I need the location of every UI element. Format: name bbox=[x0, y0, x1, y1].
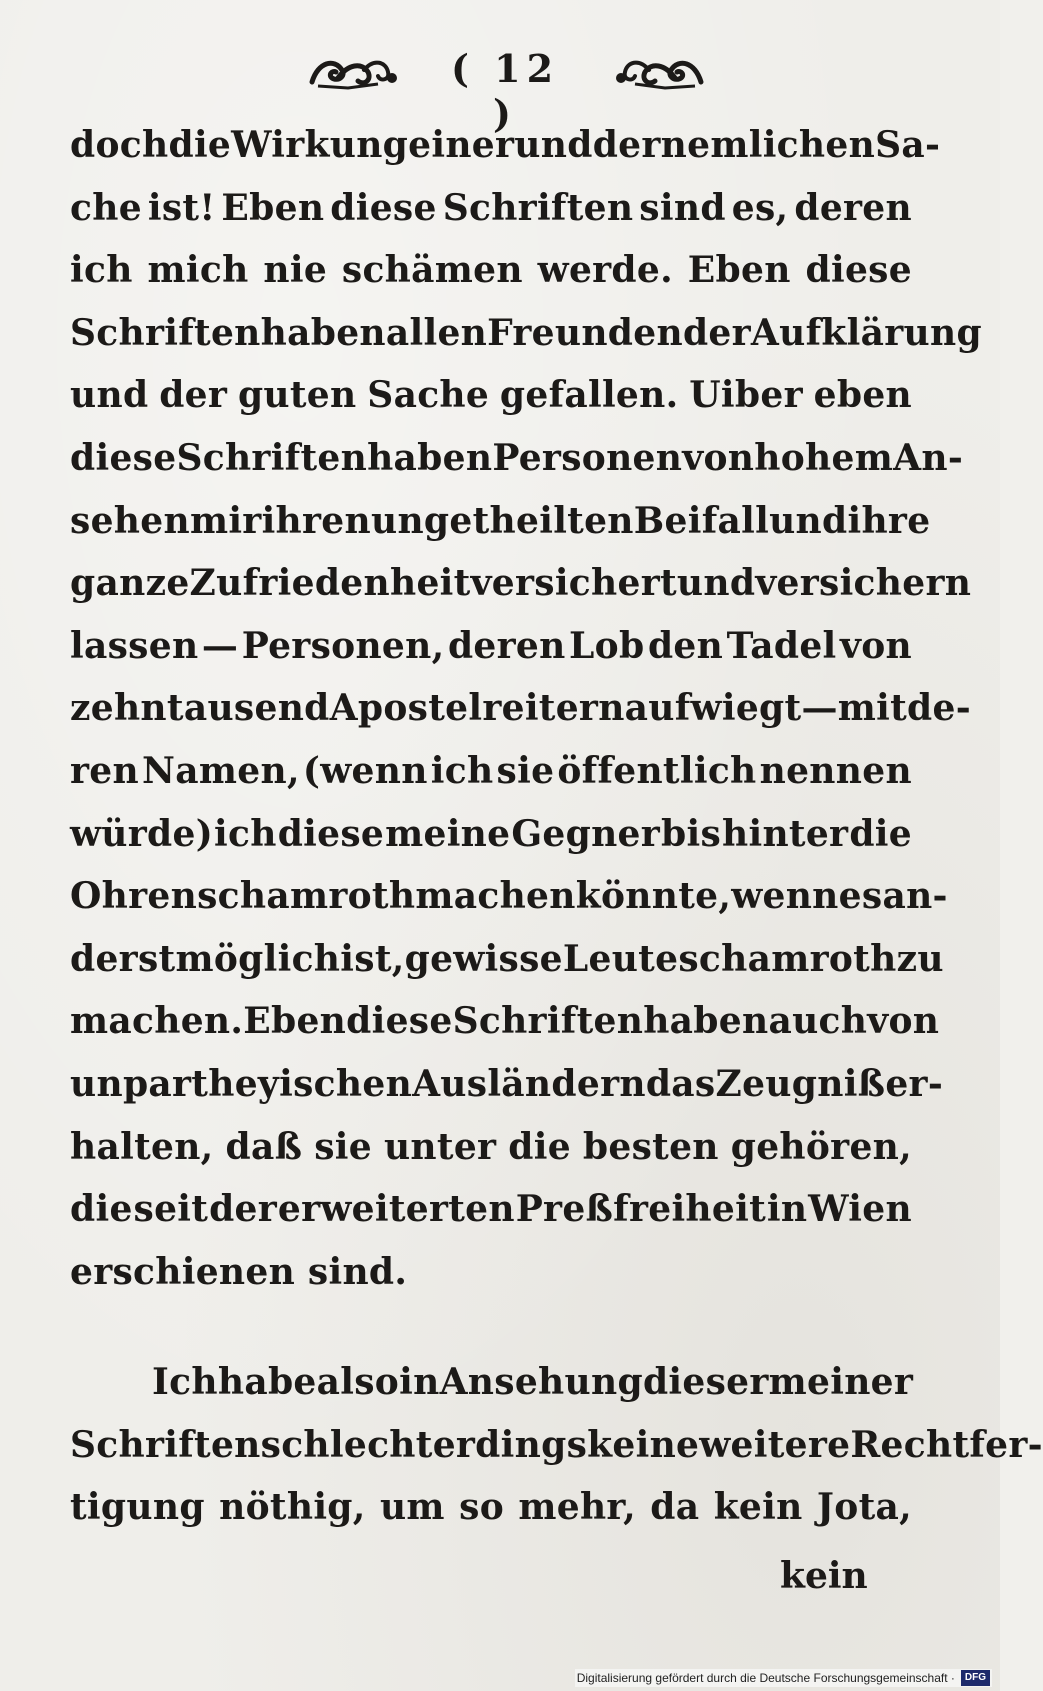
word: dieser bbox=[642, 1361, 769, 1404]
word: den bbox=[647, 624, 724, 667]
text-line bbox=[70, 562, 972, 625]
word: ich bbox=[214, 812, 277, 855]
word: guten bbox=[237, 374, 357, 417]
word: möglich bbox=[175, 937, 341, 980]
word: wenn bbox=[731, 875, 839, 918]
text-line bbox=[70, 499, 931, 563]
word: de- bbox=[907, 687, 971, 730]
word: habe bbox=[217, 1361, 317, 1404]
word: meiner bbox=[768, 1361, 914, 1404]
word: also bbox=[316, 1361, 400, 1404]
word: keine bbox=[587, 1423, 700, 1466]
word: der bbox=[682, 311, 751, 354]
word: mir bbox=[189, 499, 262, 542]
word: haben bbox=[643, 1000, 769, 1043]
word: zu bbox=[896, 937, 944, 980]
word: Schriften bbox=[70, 1423, 261, 1466]
dfg-logo: DFG bbox=[961, 1670, 990, 1686]
word: von bbox=[839, 624, 912, 667]
word: versichert bbox=[470, 562, 677, 605]
word: halten, bbox=[70, 1125, 214, 1168]
credit-text: Digitalisierung gefördert durch die Deutsche Forschungsgemeinschaft · bbox=[576, 1671, 955, 1685]
word: es, bbox=[731, 186, 789, 229]
text-line bbox=[70, 436, 964, 500]
word: Eben bbox=[221, 186, 325, 229]
word: einer bbox=[408, 124, 515, 166]
text-line bbox=[70, 374, 912, 437]
catchword: kein bbox=[780, 1555, 868, 1597]
word: könnte, bbox=[575, 875, 732, 918]
word: und bbox=[769, 499, 848, 542]
word: ihren bbox=[261, 499, 371, 542]
word: deren bbox=[794, 186, 912, 229]
word: sehen bbox=[70, 499, 190, 542]
word: öffentlich bbox=[557, 749, 757, 792]
word: ganze bbox=[70, 562, 190, 605]
word: sie bbox=[496, 749, 555, 792]
text-line bbox=[70, 1126, 912, 1189]
word: diese bbox=[805, 249, 912, 292]
word: versichern bbox=[755, 562, 972, 605]
word: — bbox=[801, 687, 838, 730]
word: unter bbox=[383, 1125, 497, 1168]
text-line bbox=[70, 124, 941, 187]
word: Personen bbox=[492, 436, 683, 479]
word: die bbox=[849, 812, 912, 855]
word: Freunden bbox=[487, 311, 683, 354]
text-line bbox=[70, 1062, 944, 1126]
text-line bbox=[70, 1000, 940, 1063]
word: Leute bbox=[562, 937, 679, 980]
word: schamroth bbox=[197, 875, 416, 918]
word: Zufriedenheit bbox=[189, 562, 471, 605]
word: und bbox=[514, 124, 593, 166]
page-header bbox=[0, 42, 1000, 136]
word: würde) bbox=[70, 812, 214, 855]
text-line bbox=[70, 311, 982, 375]
word: Wien bbox=[808, 1188, 912, 1231]
floral-ornament-icon bbox=[615, 48, 705, 94]
word: aufwiegt bbox=[624, 687, 802, 730]
word: mehr, bbox=[518, 1486, 636, 1529]
word: der bbox=[592, 124, 661, 166]
word: schlechterdings bbox=[260, 1423, 588, 1466]
text-line bbox=[70, 937, 944, 1001]
word: nöthig, bbox=[219, 1486, 366, 1529]
text-line bbox=[70, 750, 912, 813]
word: Schriften bbox=[176, 436, 368, 479]
text-line bbox=[70, 1188, 912, 1251]
text-line bbox=[70, 687, 971, 750]
word: bis bbox=[661, 812, 722, 855]
word: werde. bbox=[537, 249, 673, 292]
word: machen bbox=[415, 875, 576, 918]
word: auch bbox=[768, 1000, 868, 1043]
word: doch bbox=[70, 124, 169, 166]
text-line bbox=[70, 1423, 1043, 1487]
word: Ausländern bbox=[412, 1062, 646, 1105]
word: schämen bbox=[341, 249, 523, 292]
word: ist! bbox=[147, 186, 216, 229]
word: unpartheyischen bbox=[70, 1062, 413, 1105]
text-line bbox=[70, 249, 912, 312]
word: nie bbox=[263, 249, 328, 292]
word: die bbox=[168, 124, 232, 166]
word: che bbox=[70, 186, 142, 229]
word: Eben bbox=[687, 249, 791, 292]
word: gehören, bbox=[730, 1125, 912, 1168]
word: weitere bbox=[699, 1423, 851, 1466]
word: der bbox=[159, 374, 228, 417]
body-text bbox=[70, 124, 1043, 1549]
word: kein bbox=[713, 1486, 803, 1529]
word: daß bbox=[225, 1125, 303, 1168]
text-line bbox=[70, 875, 948, 938]
word: die bbox=[70, 1188, 133, 1231]
word: haben bbox=[367, 436, 493, 479]
word: mit bbox=[837, 687, 908, 730]
word: ungetheilten bbox=[370, 499, 634, 542]
text-line bbox=[70, 1486, 912, 1549]
word: Schriften bbox=[452, 1000, 644, 1043]
word: zehntausend bbox=[70, 687, 330, 730]
word: diese bbox=[330, 186, 437, 229]
word: seit bbox=[133, 1188, 209, 1231]
word: an- bbox=[882, 875, 948, 918]
word: An- bbox=[893, 436, 964, 479]
word: die bbox=[508, 1125, 571, 1168]
word: hohem bbox=[754, 436, 894, 479]
word: sind bbox=[639, 186, 726, 229]
word: Ohren bbox=[70, 875, 198, 918]
word: ren bbox=[70, 749, 139, 792]
word: das bbox=[645, 1062, 716, 1105]
word: erweiterten bbox=[277, 1188, 515, 1231]
word: allen bbox=[385, 311, 488, 354]
paragraph-gap bbox=[70, 1313, 912, 1361]
word: hinter bbox=[722, 812, 849, 855]
word: (wenn bbox=[302, 749, 428, 792]
text-line bbox=[70, 187, 912, 250]
word: eben bbox=[813, 374, 912, 417]
word: ich bbox=[430, 749, 494, 792]
word: Zeugniß bbox=[715, 1062, 886, 1105]
word: in bbox=[766, 1188, 808, 1231]
word: Wirkung bbox=[231, 124, 409, 166]
word: diese bbox=[277, 812, 385, 855]
word: Sache bbox=[367, 374, 490, 417]
word: Lob bbox=[569, 624, 645, 667]
word: Beifall bbox=[633, 499, 770, 542]
word: Gegner bbox=[511, 812, 661, 855]
word: und bbox=[70, 374, 149, 417]
word: Schriften bbox=[442, 186, 634, 229]
word: sie bbox=[314, 1125, 372, 1168]
word: in bbox=[399, 1361, 440, 1404]
word: besten bbox=[582, 1125, 719, 1168]
word: gefallen. bbox=[499, 374, 679, 417]
word: und bbox=[676, 562, 756, 605]
floral-ornament-icon bbox=[308, 48, 398, 94]
word: mich bbox=[147, 249, 249, 292]
word: Uiber bbox=[689, 374, 803, 417]
word: er- bbox=[885, 1062, 944, 1105]
word: Jota, bbox=[816, 1486, 912, 1529]
word: Rechtfer- bbox=[850, 1423, 1043, 1466]
word: es bbox=[838, 875, 883, 918]
word: Aufklärung bbox=[750, 311, 982, 354]
word: Namen, bbox=[142, 749, 300, 792]
word: von bbox=[682, 436, 755, 479]
word: tigung bbox=[70, 1486, 205, 1529]
word: der bbox=[209, 1188, 278, 1231]
text-line bbox=[70, 813, 912, 876]
word: Tadel bbox=[726, 624, 837, 667]
word: Schriften bbox=[70, 311, 261, 354]
word: deren bbox=[447, 624, 566, 667]
word: Preßfreiheit bbox=[515, 1188, 766, 1231]
word: ich bbox=[70, 249, 133, 292]
word: lassen bbox=[70, 624, 199, 667]
word: Personen, bbox=[241, 624, 445, 667]
word: so bbox=[459, 1486, 505, 1529]
word: derst bbox=[70, 937, 176, 980]
word: haben bbox=[260, 311, 386, 354]
text-line bbox=[70, 1361, 912, 1424]
word: gewisse bbox=[404, 937, 563, 980]
text-line bbox=[70, 625, 912, 688]
word: diese bbox=[70, 436, 177, 479]
word: nennen bbox=[759, 749, 912, 792]
word: Apostelreitern bbox=[329, 687, 625, 730]
word: ist, bbox=[340, 937, 405, 980]
digitization-credit bbox=[575, 1669, 992, 1687]
word: Sa- bbox=[875, 124, 941, 166]
word: erschienen sind. bbox=[70, 1250, 408, 1293]
word: ihre bbox=[847, 499, 931, 542]
word: Ich bbox=[152, 1361, 218, 1404]
page-number: ( 12 ) bbox=[450, 46, 560, 136]
word: — bbox=[201, 624, 239, 667]
word: um bbox=[379, 1486, 445, 1529]
word: meine bbox=[385, 812, 511, 855]
word: da bbox=[650, 1486, 700, 1529]
word: schamroth bbox=[678, 937, 897, 980]
word: Ansehung bbox=[439, 1361, 643, 1404]
word: machen. bbox=[70, 1000, 244, 1043]
word: diese bbox=[346, 1000, 453, 1043]
word: nemlichen bbox=[660, 124, 876, 166]
text-line bbox=[70, 1251, 912, 1314]
word: Eben bbox=[243, 1000, 347, 1043]
word: von bbox=[867, 1000, 940, 1043]
